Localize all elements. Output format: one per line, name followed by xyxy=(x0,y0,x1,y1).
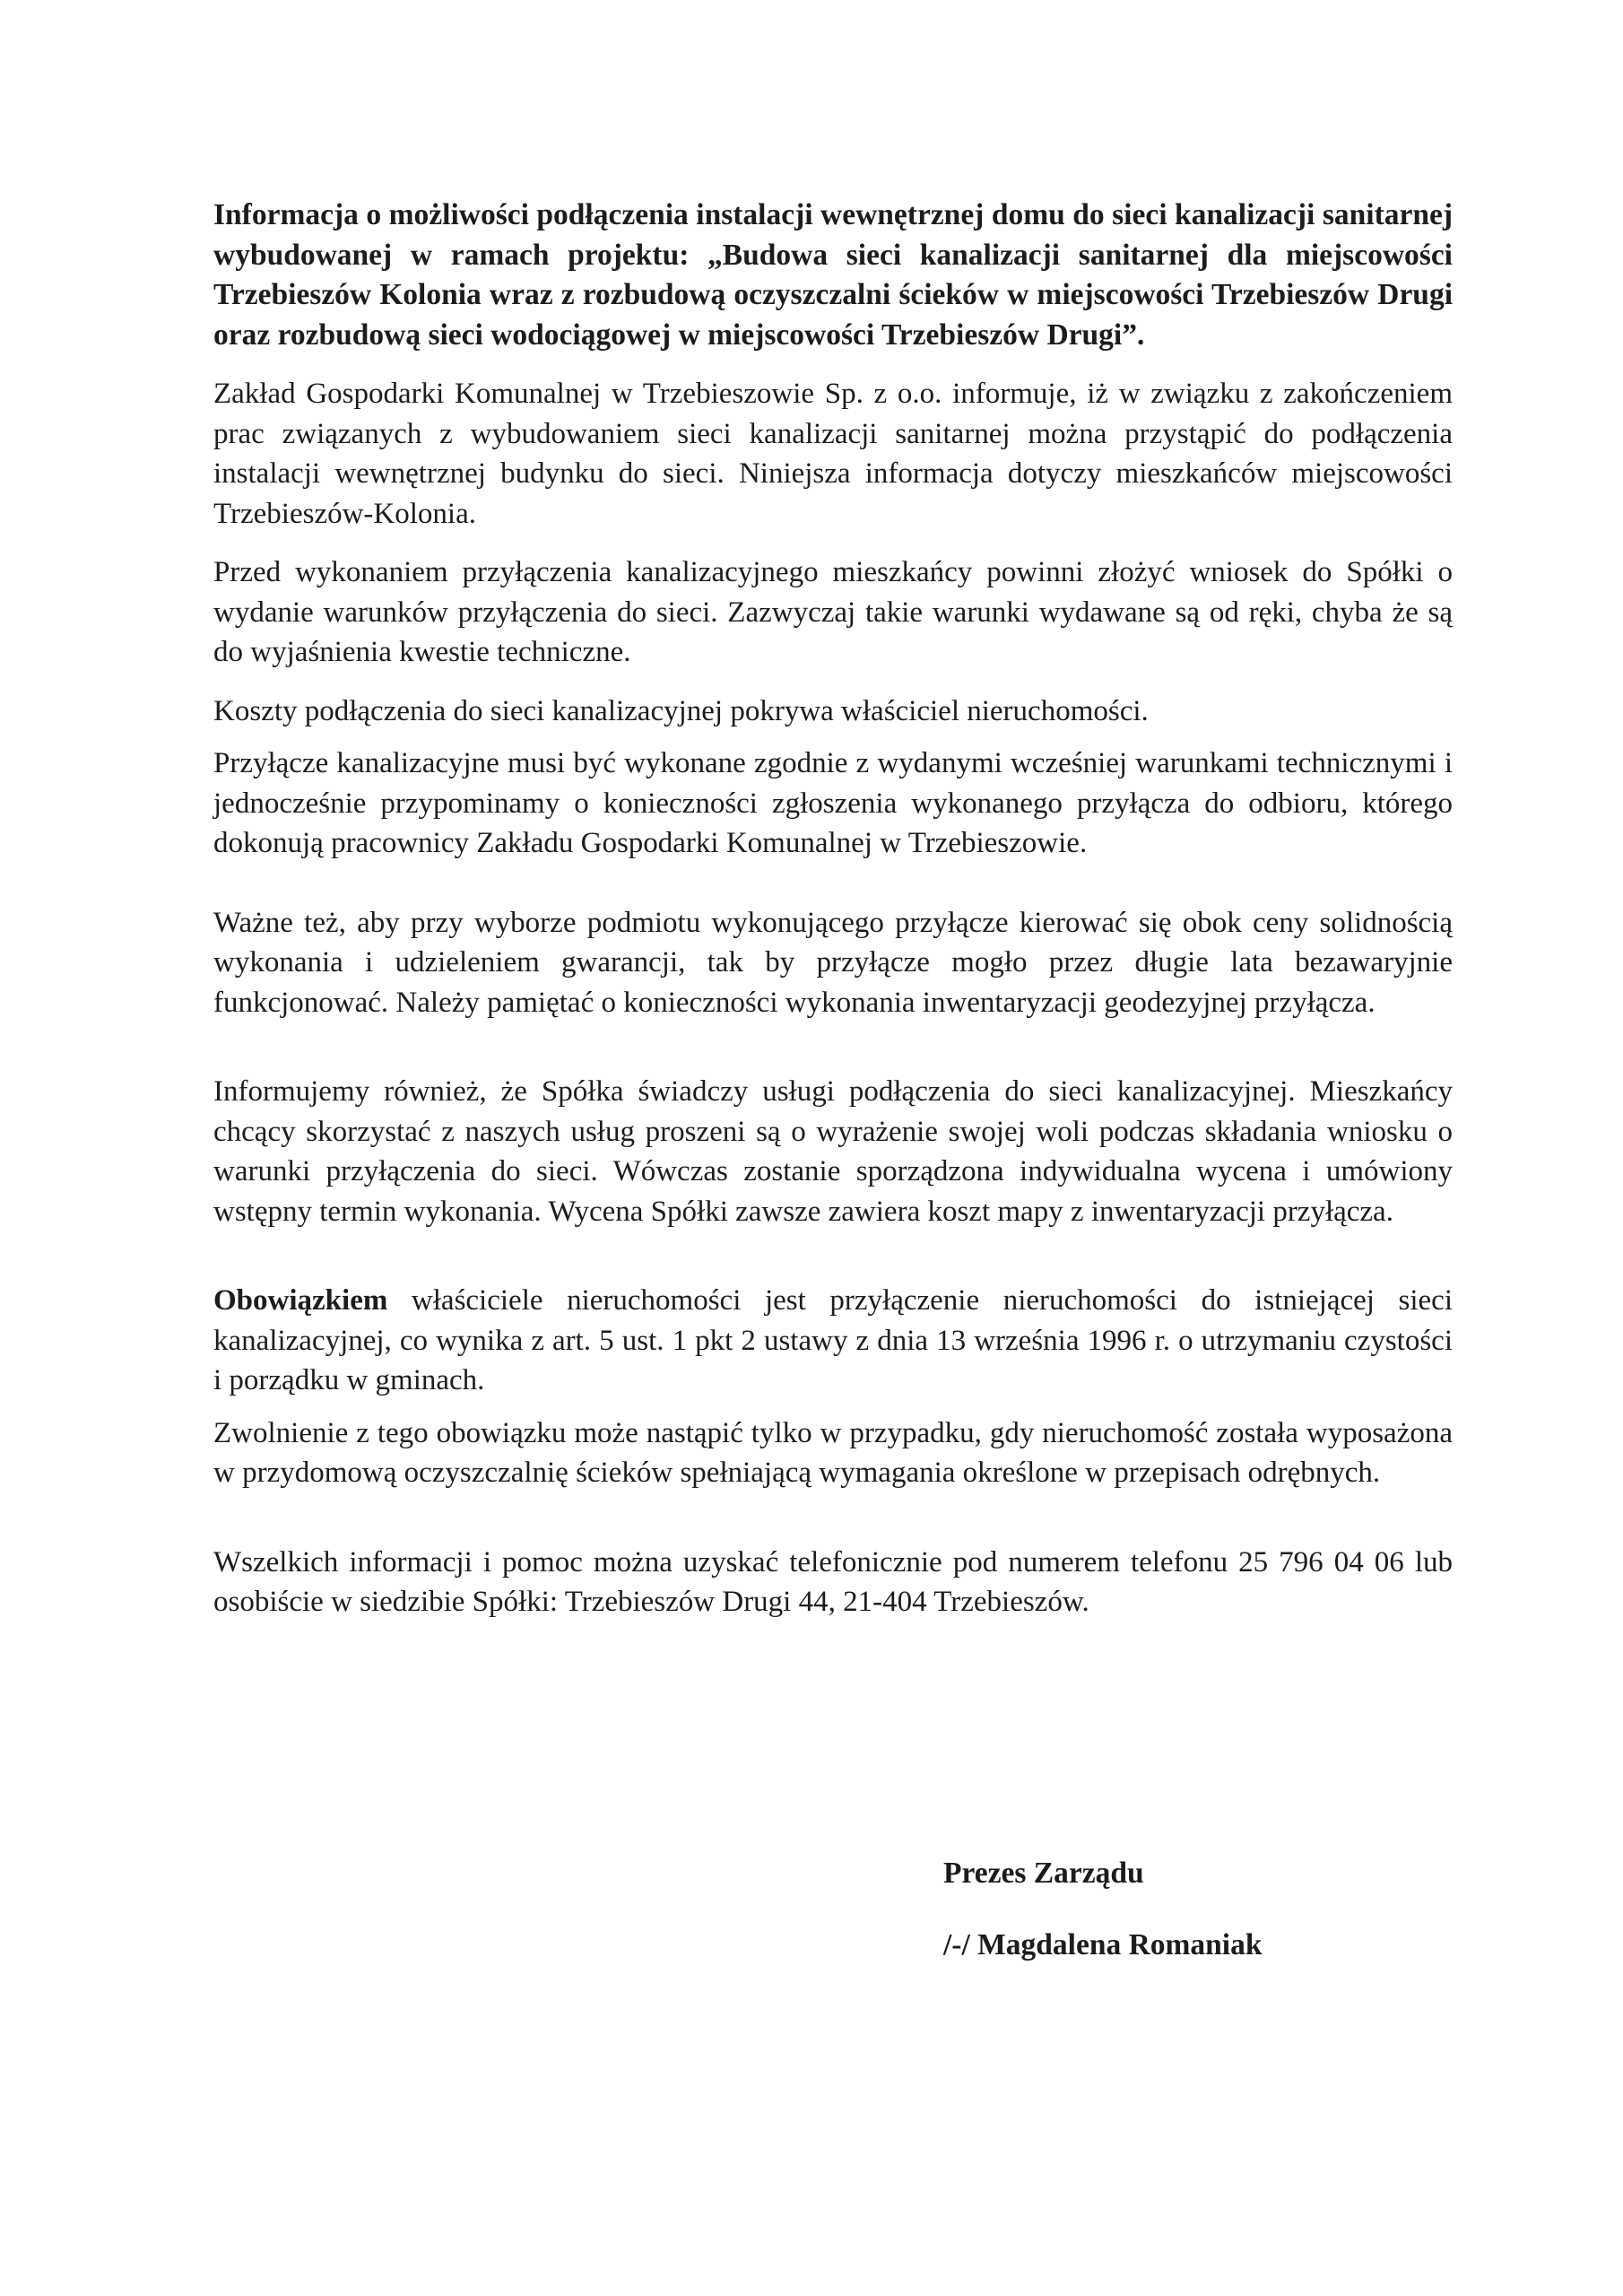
paragraph-services: Informujemy również, że Spółka świadczy usługi podłączenia do sieci kanalizacyjnej. Mieszkańcy chcący skorzystać z naszych usług proszeni są o wyrażenie swojej woli podczas składania wniosku o warunki przyłączenia do sieci. Wówczas zostanie sporządzona indywidualna wycena i umówiony wstępny termin wykonania. Wycena Spółki zawsze zawiera koszt mapy z inwentaryzacji przyłącza. xyxy=(213,1075,1453,1228)
document-body xyxy=(213,196,1453,1622)
paragraph-application: Przed wykonaniem przyłączenia kanalizacyjnego mieszkańcy powinni złożyć wniosek do Spółki o wydanie warunków przyłączenia do sieci. Zazwyczaj takie warunki wydawane są od ręki, chyba że są do wyjaśnienia kwestie techniczne. xyxy=(213,556,1453,668)
paragraph-costs: Koszty podłączenia do sieci kanalizacyjnej pokrywa właściciel nieruchomości. xyxy=(213,694,1149,727)
paragraph-contractor-choice: Ważne też, aby przy wyborze podmiotu wykonującego przyłącze kierować się obok ceny solidnością wykonania i udzieleniem gwarancji, tak by przyłącze mogło przez długie lata bezawaryjnie funkcjonować. Należy pamiętać o konieczności wykonania inwentaryzacji geodezyjnej przyłącza. xyxy=(213,906,1453,1019)
paragraph-announcement: Zakład Gospodarki Komunalnej w Trzebieszowie Sp. z o.o. informuje, iż w związku z zakończeniem prac związanych z wybudowaniem sieci kanalizacji sanitarnej można przystąpić do podłączenia instalacji wewnętrznej budynku do sieci. Niniejsza informacja dotyczy mieszkańców miejscowości Trzebieszów-Kolonia. xyxy=(213,378,1453,530)
paragraph-contact: Wszelkich informacji i pomoc można uzyskać telefonicznie pod numerem telefonu 25 796 04 06 lub osobiście w siedzibie Spółki: Trzebieszów Drugi 44, 21-404 Trzebieszów. xyxy=(213,1545,1453,1618)
paragraph-connection-requirements: Przyłącze kanalizacyjne musi być wykonane zgodnie z wydanymi wcześniej warunkami technicznymi i jednocześnie przypominamy o konieczności zgłoszenia wykonanego przyłącza do odbioru, którego dokonują pracownicy Zakładu Gospodarki Komunalnej w Trzebieszowie. xyxy=(213,747,1453,859)
paragraph-exemption: Zwolnienie z tego obowiązku może nastąpić tylko w przypadku, gdy nieruchomość została wyposażona w przydomową oczyszczalnię ścieków spełniającą wymagania określone w przepisach odrębnych. xyxy=(213,1416,1453,1489)
paragraph-obligation xyxy=(213,1281,1453,1401)
signature-name: /-/ Magdalena Romaniak xyxy=(943,1928,1263,1961)
obligation-text: właściciele nieruchomości jest przyłączenie nieruchomości do istniejącej sieci kanalizacyjnej, co wynika z art. 5 ust. 1 pkt 2 ustawy z dnia 13 września 1996 r. o utrzymaniu czystości i porządku w gminach. xyxy=(213,1284,1453,1396)
obligation-bold-word: Obowiązkiem xyxy=(213,1284,388,1317)
document-heading: Informacja o możliwości podłączenia instalacji wewnętrznej domu do sieci kanalizacji sanitarnej wybudowanej w ramach projektu: „Budowa sieci kanalizacji sanitarnej dla miejscowości Trzebieszów Kolonia wraz z rozbudową oczyszczalni ścieków w miejscowości Trzebieszów Drugi oraz rozbudową sieci wodociągowej w miejscowości Trzebieszów Drugi”. xyxy=(213,198,1453,352)
signature-title: Prezes Zarządu xyxy=(943,1857,1144,1890)
